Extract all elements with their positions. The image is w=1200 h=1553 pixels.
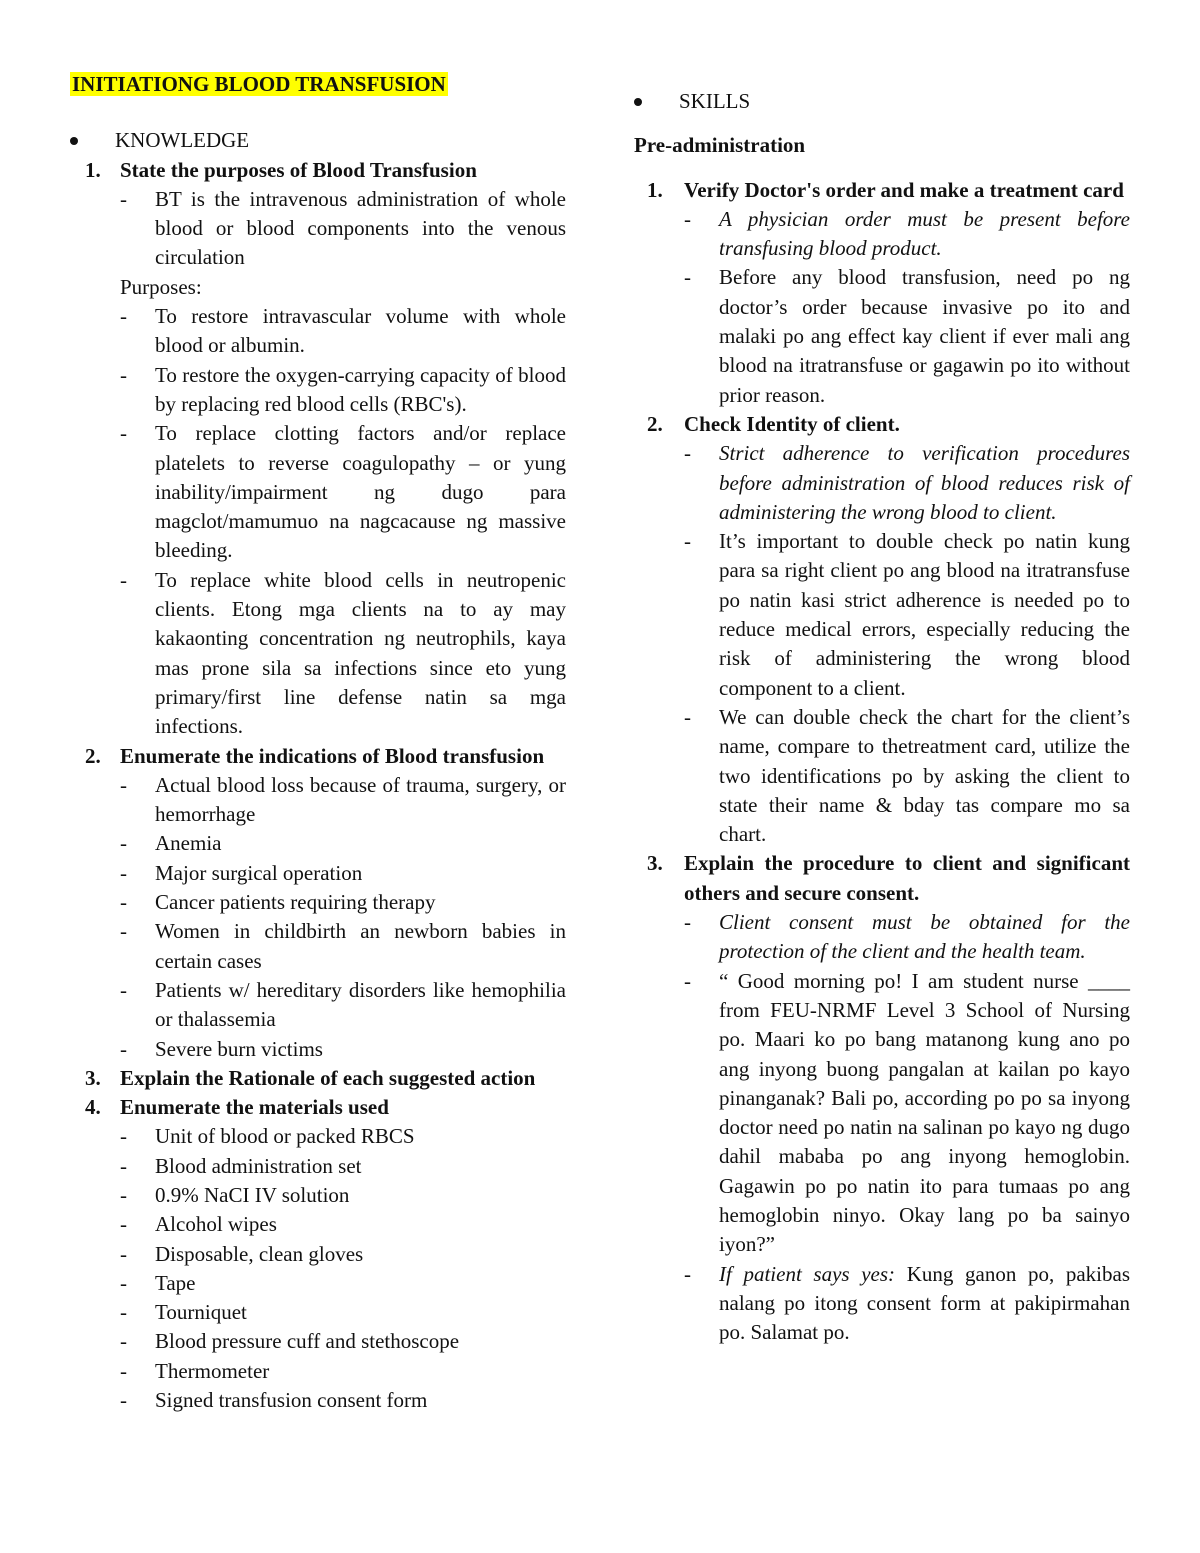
response-text: Kung ganon po, pakibas nalang po itong consent form at pakipirmahan po. Salamat po. (719, 1261, 1130, 1345)
item-bullets (684, 439, 1130, 849)
document-title: INITIATIONG BLOOD TRANSFUSION (72, 72, 446, 96)
list-item (684, 908, 1130, 967)
list-item (684, 1260, 1130, 1348)
section-skills (634, 87, 1130, 116)
item-number: 3. (647, 851, 663, 876)
list-item: - To replace clotting factors and/or replace platelets to reverse coagulopathy – or yung inability/impairment ng dugo para magclot/mamumuo na nagcacause ng massive bleeding. (120, 419, 566, 565)
rationale-text: Client consent must be obtained for the protection of the client and the health team. (719, 910, 1130, 964)
list-item: - To restore the oxygen-carrying capacity of blood by replacing red blood cells (RBC's). (120, 361, 566, 420)
list-item: - Alcohol wipes (120, 1210, 566, 1239)
list-item: - Blood administration set (120, 1152, 566, 1181)
item-bullets (684, 205, 1130, 410)
list-item (684, 205, 1130, 264)
item-number: 2. (85, 743, 101, 768)
item-heading: Explain the Rationale of each suggested action (120, 1065, 536, 1090)
purposes-bullets (120, 302, 566, 741)
knowledge-item-1 (70, 156, 566, 742)
list-item: - Cancer patients requiring therapy (120, 888, 566, 917)
item-number: 2. (647, 411, 663, 436)
rationale-text: Strict adherence to verification procedures before administration of blood reduces risk of administering the wrong blood to client. (719, 441, 1130, 524)
item-heading: Enumerate the indications of Blood transfusion (120, 743, 545, 768)
list-item: - It’s important to double check po natin kung para sa right client po ang blood na itratransfuse po natin kasi strict adherence is needed po to reduce medical errors, especially reducing the risk of administering the wrong blood component to a client. (684, 527, 1130, 703)
item-bullets (120, 771, 566, 1064)
skills-item-1 (634, 176, 1130, 410)
list-item: - Actual blood loss because of trauma, surgery, or hemorrhage (120, 771, 566, 830)
item-number: 4. (85, 1095, 101, 1120)
list-item: - Before any blood transfusion, need po ng doctor’s order because invasive po ito and malaki po ang effect kay client if ever mali ang blood na itratransfuse or gagawin po ito without prior reason. (684, 263, 1130, 409)
list-item: - Women in childbirth an newborn babies in certain cases (120, 917, 566, 976)
bullet-icon (634, 98, 642, 106)
list-item: - Patients w/ hereditary disorders like hemophilia or thalassemia (120, 976, 566, 1035)
list-item: - Disposable, clean gloves (120, 1240, 566, 1269)
condition-text: If patient says yes: (719, 1261, 896, 1286)
section-knowledge (70, 126, 566, 155)
title-line (70, 70, 566, 99)
list-item: - “ Good morning po! I am student nurse ____ from FEU-NRMF Level 3 School of Nursing po. Maari ko po bang matanong kung ano po ang inyong buong pangalan at kailan po kayo pinanganak? Bali po, according po po sa inyong doctor need po natin na salinan po kayo ng dugo dahil mababa po ang inyong hemoglobin. Gagawin po po natin ito para tumaas po ang hemoglobin ninyo. Okay lang po ba sainyo iyon?” (684, 967, 1130, 1260)
knowledge-item-3 (70, 1064, 566, 1093)
list-item: - 0.9% NaCI IV solution (120, 1181, 566, 1210)
list-item: - Thermometer (120, 1357, 566, 1386)
list-item: - To restore intravascular volume with whole blood or albumin. (120, 302, 566, 361)
list-item: - We can double check the chart for the client’s name, compare to thetreatment card, utilize the two identifications po by asking the client to state their name & bday tas compare mo sa chart. (684, 703, 1130, 849)
list-item: - Unit of blood or packed RBCS (120, 1122, 566, 1151)
item-heading: Explain the procedure to client and significant others and secure consent. (684, 851, 1130, 905)
list-item: - Signed transfusion consent form (120, 1386, 566, 1415)
list-item: - Severe burn victims (120, 1035, 566, 1064)
item-heading: Check Identity of client. (684, 411, 900, 436)
item-number: 3. (85, 1065, 101, 1090)
item-bullets (684, 908, 1130, 1347)
purposes-label: Purposes: (120, 274, 202, 299)
list-item: - Tape (120, 1269, 566, 1298)
left-column (70, 70, 566, 1415)
right-column (634, 70, 1130, 1347)
pre-administration-heading: Pre-administration (634, 133, 806, 158)
skills-item-2 (634, 410, 1130, 849)
list-item: - Tourniquet (120, 1298, 566, 1327)
knowledge-item-2 (70, 742, 566, 1064)
item-bullets (120, 1122, 566, 1415)
item-heading: Verify Doctor's order and make a treatment card (684, 177, 1124, 202)
list-item (684, 439, 1130, 527)
skills-item-3 (634, 849, 1130, 1347)
bullet-icon (70, 137, 78, 145)
list-item: - Major surgical operation (120, 859, 566, 888)
knowledge-item-4 (70, 1093, 566, 1415)
list-item: - Blood pressure cuff and stethoscope (120, 1327, 566, 1356)
item-heading: Enumerate the materials used (120, 1095, 389, 1120)
item-number: 1. (647, 177, 663, 202)
list-item: - BT is the intravenous administration of whole blood or blood components into the venous circulation (120, 185, 566, 273)
list-item: - To replace white blood cells in neutropenic clients. Etong mga clients na to ay may kakaonting concentration ng neutrophils, kaya mas prone sila sa infections since eto yung primary/first line defense natin sa mga infections. (120, 566, 566, 742)
section-knowledge-label: KNOWLEDGE (115, 128, 250, 153)
rationale-text: A physician order must be present before transfusing blood product. (719, 206, 1130, 261)
section-skills-label: SKILLS (679, 89, 751, 113)
item-bullets (120, 185, 566, 273)
item-heading: State the purposes of Blood Transfusion (120, 157, 477, 182)
item-number: 1. (85, 157, 101, 182)
list-item: - Anemia (120, 829, 566, 858)
